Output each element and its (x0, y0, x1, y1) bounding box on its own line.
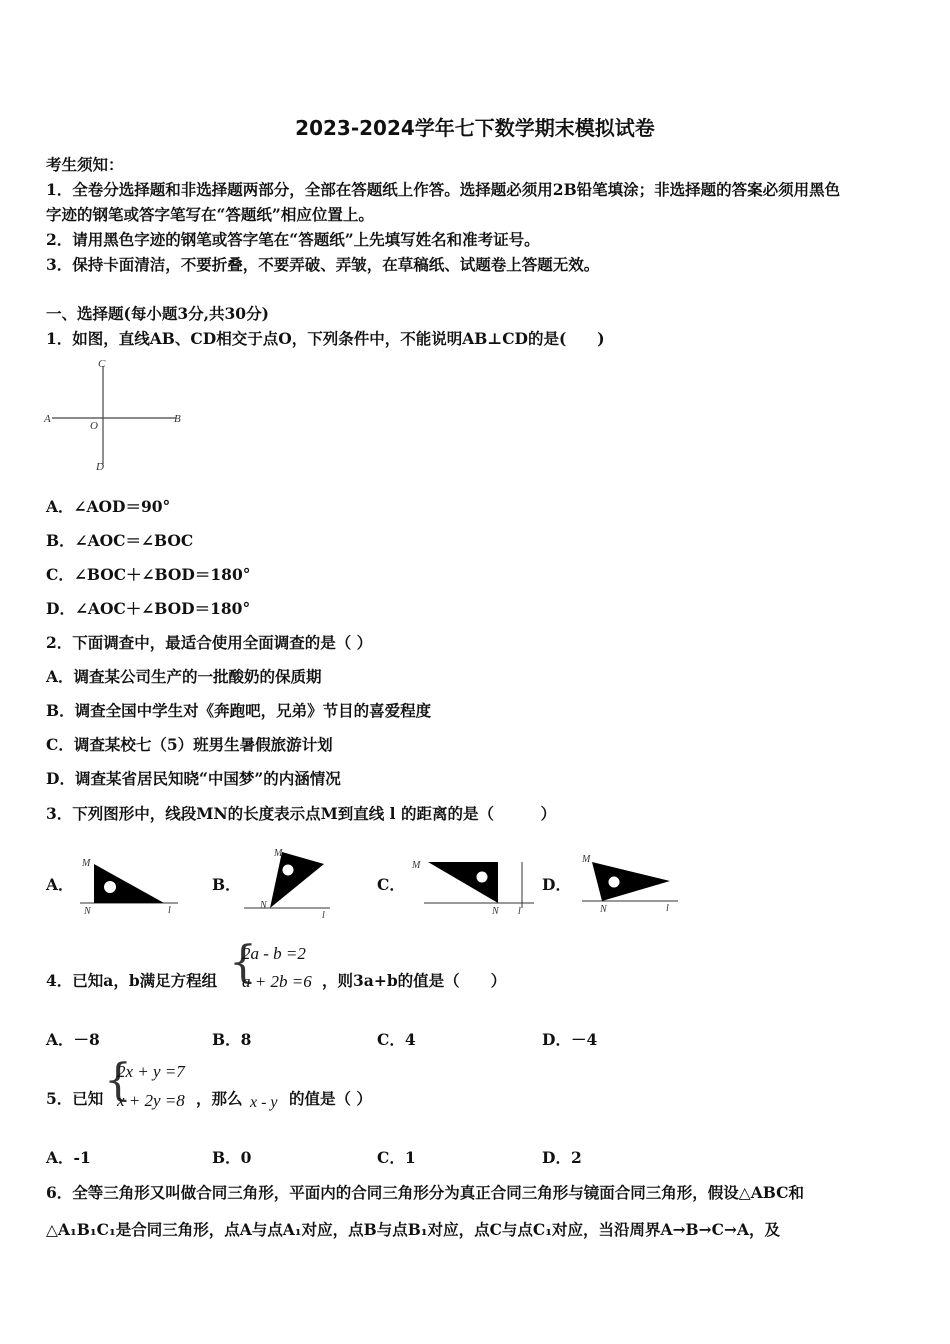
q2-option-c: C．调查某校七（5）班男生暑假旅游计划 (46, 735, 333, 754)
q1-option-b: B．∠AOC＝∠BOC (46, 531, 194, 550)
q3b-label-n: N (260, 900, 267, 911)
q5-middle: ，那么 (196, 1089, 243, 1108)
q6-line-1: 6．全等三角形又叫做合同三角形，平面内的合同三角形分为真正合同三角形与镜面合同三角形，假设△ABC和 (46, 1183, 804, 1202)
notice-line-1b: 字迹的钢笔或答字笔写在“答题纸”相应位置上。 (46, 205, 374, 224)
q1-stem: 1．如图，直线AB、CD相交于点O，下列条件中，不能说明AB⊥CD的是( ) (46, 329, 605, 348)
q3a-label-m: M (82, 858, 91, 869)
section-heading: 一、选择题(每小题3分,共30分) (46, 304, 269, 323)
q1-option-a: A．∠AOD＝90° (46, 497, 171, 516)
q2-stem: 2．下面调查中，最适合使用全面调查的是（ ） (46, 633, 373, 652)
page-title: 2023-2024学年七下数学期末模拟试卷 (295, 116, 655, 140)
q1-option-d: D．∠AOC＋∠BOD＝180° (46, 599, 251, 618)
q1-figure (44, 356, 189, 474)
q3-option-b: B． (212, 875, 241, 894)
q1-label-a: A (44, 413, 51, 425)
q5-option-b: B．0 (212, 1148, 252, 1167)
q4-prefix: 4．已知a，b满足方程组 (46, 971, 218, 990)
q4-option-a: A．－8 (46, 1030, 100, 1049)
q3c-label-m: M (412, 860, 421, 871)
q4-option-d: D．－4 (542, 1030, 598, 1049)
q5-eq1: 2x + y =7 (117, 1062, 185, 1081)
notice-line-2: 2．请用黑色字迹的钢笔或答字笔在“答题纸”上先填写姓名和准考证号。 (46, 230, 540, 249)
q4-option-b: B．8 (212, 1030, 252, 1049)
q3b-label-m: M (274, 848, 283, 859)
q3d-label-n: N (600, 904, 607, 915)
q3c-label-l: l (518, 906, 521, 917)
q3d-label-l: l (666, 903, 669, 914)
q3a-label-n: N (84, 906, 91, 917)
q2-option-b: B．调查全国中学生对《奔跑吧，兄弟》节目的喜爱程度 (46, 701, 432, 720)
notice-line-1a: 1．全卷分选择题和非选择题两部分，全部在答题纸上作答。选择题必须用2B铅笔填涂；非选择题的答案必须用黑色 (46, 180, 841, 199)
q6-line-2: △A₁B₁C₁是合同三角形，点A与点A₁对应，点B与点B₁对应，点C与点C₁对应，当沿周界A→B→C→A，及 (46, 1220, 780, 1239)
q5-brace: { (104, 1055, 132, 1106)
q4-eq1: 2a - b =2 (242, 944, 306, 963)
q5-option-a: A．-1 (46, 1148, 91, 1167)
q5-option-c: C．1 (377, 1148, 416, 1167)
q2-option-a: A．调查某公司生产的一批酸奶的保质期 (46, 667, 322, 686)
q5-option-d: D．2 (542, 1148, 582, 1167)
q1-option-c: C．∠BOC＋∠BOD＝180° (46, 565, 251, 584)
q4-option-c: C．4 (377, 1030, 416, 1049)
q3c-label-n: N (492, 906, 499, 917)
q5-eq2: x + 2y =8 (117, 1091, 185, 1110)
notice-heading: 考生须知： (46, 155, 124, 174)
q5-suffix: 的值是（ ） (289, 1089, 372, 1108)
q2-option-d: D．调查某省居民知晓“中国梦”的内涵情况 (46, 769, 341, 788)
notice-line-3: 3．保持卡面清洁，不要折叠，不要弄破、弄皱，在草稿纸、试题卷上答题无效。 (46, 255, 600, 274)
q1-label-o: O (90, 420, 98, 432)
q3a-label-l: l (168, 905, 171, 916)
q3-option-c: C． (377, 875, 405, 894)
q5-prefix: 5．已知 (46, 1089, 104, 1108)
q4-suffix: ，则3a+b的值是（ ） (322, 971, 507, 990)
q5-expr: x - y (250, 1094, 278, 1111)
q3-figure-c (410, 848, 540, 920)
q1-label-c: C (98, 358, 106, 370)
q3-option-a: A． (46, 875, 74, 894)
q4-brace: { (229, 937, 257, 988)
q3-option-d: D． (542, 875, 571, 894)
q3-figure-a (78, 852, 188, 920)
q4-eq2: a + 2b =6 (242, 972, 312, 991)
q3-figure-b (242, 844, 338, 924)
q1-label-b: B (174, 413, 181, 425)
q3d-label-m: M (582, 854, 591, 865)
q3-figure-d (578, 850, 688, 918)
q3b-label-l: l (322, 910, 325, 921)
q3-stem: 3．下列图形中，线段MN的长度表示点M到直线 l 的距离的是（ ） (46, 804, 556, 823)
q1-label-d: D (96, 461, 104, 473)
